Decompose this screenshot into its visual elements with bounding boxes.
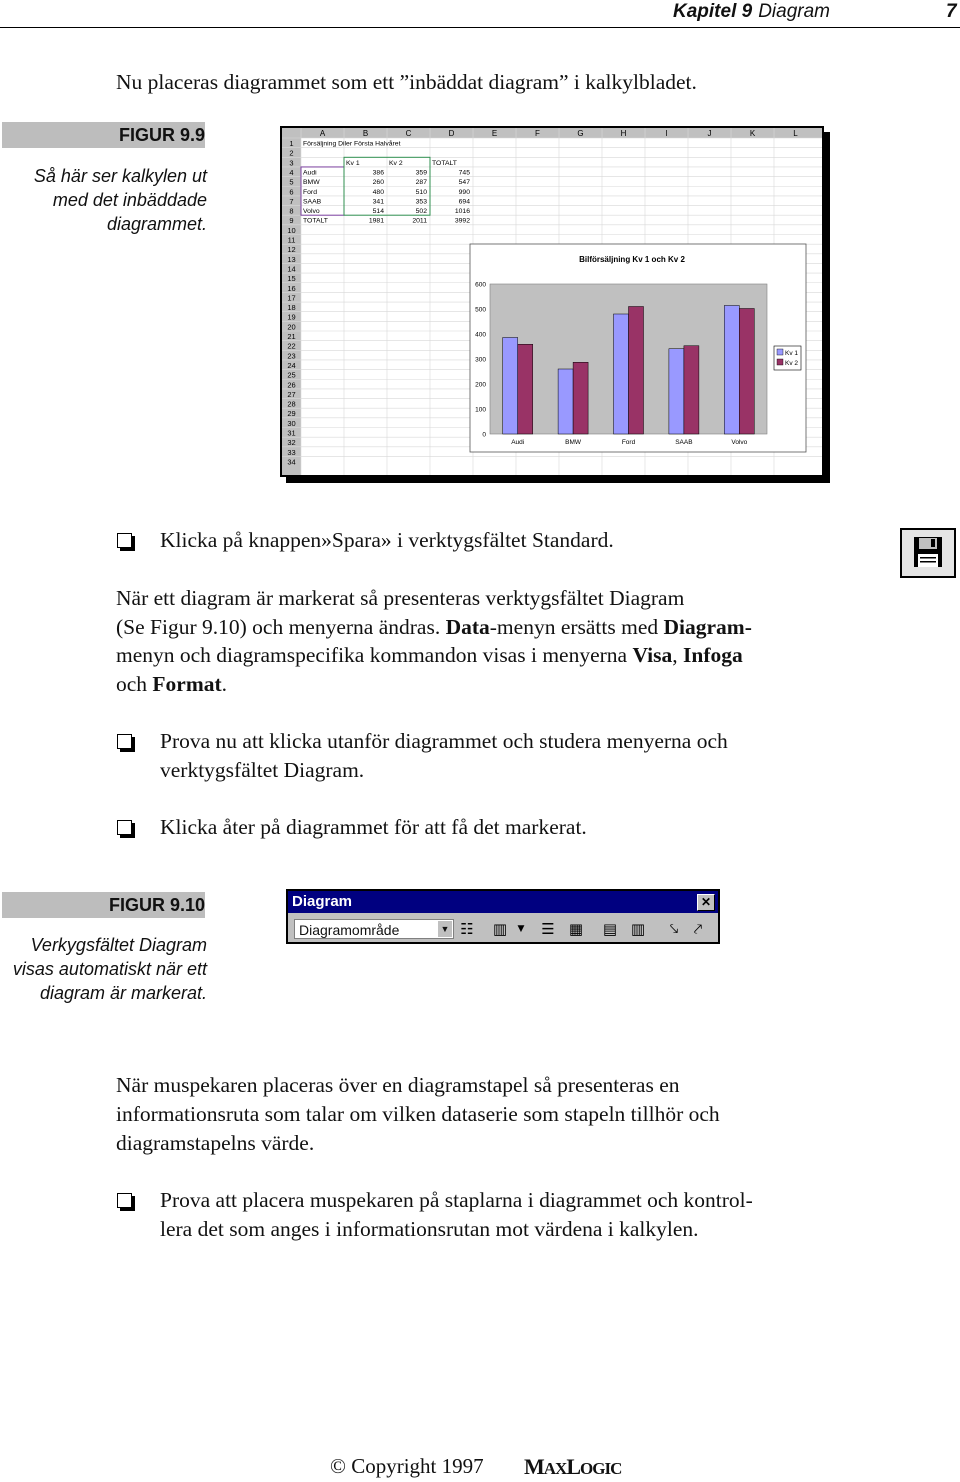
bar-ford-1 xyxy=(614,314,629,434)
column-header: K xyxy=(749,129,756,138)
by-column-icon[interactable]: ▥ xyxy=(630,920,646,938)
bar-ford-2 xyxy=(629,307,644,435)
row-number: 28 xyxy=(287,399,296,409)
paragraph-line: och Format. xyxy=(116,672,228,696)
row-number: 20 xyxy=(287,322,296,332)
table-cell: TOTALT xyxy=(303,217,328,225)
x-tick-label: Volvo xyxy=(731,439,748,446)
table-cell: 990 xyxy=(458,188,470,196)
y-tick-label: 300 xyxy=(475,356,486,364)
y-tick-label: 0 xyxy=(482,431,486,439)
table-cell: 510 xyxy=(415,188,427,196)
row-number: 16 xyxy=(287,283,296,293)
table-cell: 694 xyxy=(458,198,470,206)
row-number: 31 xyxy=(287,428,296,438)
table-cell: 745 xyxy=(458,169,470,177)
table-cell: 341 xyxy=(372,198,384,206)
step-save: Klicka på knappen»Spara» i verktygsfältet Standard. xyxy=(160,528,614,552)
row-number: 29 xyxy=(287,409,296,419)
embedded-chart-spreadsheet xyxy=(280,126,824,477)
row-number: 3 xyxy=(289,158,294,168)
legend-swatch xyxy=(777,359,783,365)
row-number: 33 xyxy=(287,447,296,457)
table-cell: SAAB xyxy=(303,198,322,206)
table-cell: 3992 xyxy=(454,217,470,225)
maxlogic-logo: MAXLOGIC xyxy=(524,1454,622,1479)
legend-swatch xyxy=(777,349,783,355)
paragraph-line: informationsruta som talar om vilken dataserie som stapeln tillhör och xyxy=(116,1102,720,1126)
column-header: C xyxy=(405,129,412,138)
table-cell: 2011 xyxy=(412,217,427,225)
table-cell: 1981 xyxy=(368,217,384,225)
step-click-chart: Klicka åter på diagrammet för att få det markerat. xyxy=(160,815,587,839)
row-number: 2 xyxy=(289,148,294,158)
table-cell: 287 xyxy=(415,179,427,187)
paragraph-line: diagramstapelns värde. xyxy=(116,1131,315,1155)
legend-label: Kv 1 xyxy=(785,350,799,357)
floppy-disk-icon xyxy=(900,528,956,578)
figure-caption: Så här ser kalkylen ut med det inbäddade diagrammet. xyxy=(33,166,207,234)
column-header: L xyxy=(793,129,798,138)
row-number: 10 xyxy=(287,225,296,235)
toolbar-title: Diagram xyxy=(288,891,718,913)
angle-text-down-icon[interactable]: ⤥ xyxy=(669,920,679,938)
table-cell: 386 xyxy=(372,169,384,177)
column-header: E xyxy=(491,129,498,138)
chart-type-icon[interactable]: ▥ xyxy=(492,920,508,938)
column-header: I xyxy=(665,129,668,138)
page-header xyxy=(0,0,960,28)
angle-text-up-icon[interactable]: ⤤ xyxy=(693,920,703,938)
row-number: 1 xyxy=(289,139,294,148)
figure-caption: Verkygsfältet Diagram visas automatiskt när ett diagram är markerat. xyxy=(12,935,207,1003)
bar-volvo-2 xyxy=(739,309,754,435)
x-tick-label: BMW xyxy=(565,439,582,446)
row-number: 25 xyxy=(287,370,296,380)
paragraph-line: menyn och diagramspecifika kommandon visas i menyerna Visa, Infoga xyxy=(116,643,743,667)
row-number: 18 xyxy=(287,303,296,313)
column-header: J xyxy=(707,129,712,138)
checkbox-icon[interactable] xyxy=(117,533,132,548)
intro-paragraph: Nu placeras diagrammet som ett ”inbäddat diagram” i kalkylbladet. xyxy=(116,70,697,94)
row-number: 8 xyxy=(289,206,294,216)
row-number: 14 xyxy=(287,264,296,274)
table-cell: 514 xyxy=(372,208,384,216)
row-number: 13 xyxy=(287,254,296,264)
table-cell: Volvo xyxy=(303,208,320,216)
table-cell: Ford xyxy=(303,188,317,196)
row-number: 6 xyxy=(289,187,294,197)
chevron-down-icon[interactable]: ▼ xyxy=(517,924,525,934)
legend-label: Kv 2 xyxy=(785,360,799,367)
row-number: 23 xyxy=(287,351,296,361)
x-tick-label: SAAB xyxy=(675,439,693,446)
page-number: 7 xyxy=(946,1,957,22)
checkbox-icon[interactable] xyxy=(117,734,132,749)
bar-audi-2 xyxy=(518,344,533,434)
y-tick-label: 500 xyxy=(475,306,486,314)
column-header: B xyxy=(362,129,369,138)
y-tick-label: 600 xyxy=(475,281,486,289)
table-header-cell: TOTALT xyxy=(432,159,457,167)
row-number: 21 xyxy=(287,332,296,341)
row-number: 24 xyxy=(287,360,296,370)
table-cell: 359 xyxy=(415,169,427,177)
chevron-down-icon[interactable]: ▼ xyxy=(438,921,452,937)
paragraph-line: När ett diagram är markerat så presenteras verktygsfältet Diagram xyxy=(116,586,685,610)
column-header: H xyxy=(620,129,627,138)
table-cell: 1016 xyxy=(454,208,470,216)
table-cell: BMW xyxy=(303,179,320,187)
data-table-icon[interactable]: ▦ xyxy=(568,920,584,938)
close-icon[interactable]: ✕ xyxy=(697,894,715,911)
step-click-outside: Prova nu att klicka utanför diagrammet och studera menyerna och verktygsfältet Diagram. xyxy=(160,729,728,782)
bar-audi-1 xyxy=(503,338,518,435)
row-number: 12 xyxy=(287,245,296,255)
bar-bmw-1 xyxy=(558,369,573,434)
table-cell: 353 xyxy=(415,198,427,206)
column-header: G xyxy=(577,129,584,138)
step-hover-bars: Prova att placera muspekaren på staplarna i diagrammet och kontrol- lera det som anges i informationsrutan mot värdena i kalkylen. xyxy=(160,1188,753,1241)
checkbox-icon[interactable] xyxy=(117,820,132,835)
row-number: 17 xyxy=(287,293,296,303)
row-number: 32 xyxy=(287,438,296,448)
row-number: 11 xyxy=(287,235,296,245)
y-tick-label: 200 xyxy=(475,381,486,389)
column-header: F xyxy=(535,129,540,138)
table-header-cell: Kv 2 xyxy=(389,159,403,167)
y-tick-label: 400 xyxy=(475,331,486,339)
chapter-heading: Kapitel 9 Diagram xyxy=(673,1,831,22)
row-number: 5 xyxy=(289,177,294,187)
x-tick-label: Audi xyxy=(511,439,525,446)
chart-toolbar xyxy=(286,889,720,944)
by-row-icon[interactable]: ▤ xyxy=(602,920,618,938)
chart-title: Bilförsäljning Kv 1 och Kv 2 xyxy=(579,255,685,264)
y-tick-label: 100 xyxy=(475,406,486,414)
bar-bmw-2 xyxy=(573,362,588,434)
table-cell: 260 xyxy=(372,179,384,187)
checkbox-icon[interactable] xyxy=(117,1193,132,1208)
bar-saab-2 xyxy=(684,346,699,434)
row-number: 9 xyxy=(289,216,294,226)
chart-objects-dropdown[interactable]: Diagramområde ▼ xyxy=(294,919,454,939)
x-tick-label: Ford xyxy=(621,439,636,446)
figure-label: FIGUR 9.9 xyxy=(2,122,205,148)
row-number: 30 xyxy=(287,418,296,428)
row-number: 4 xyxy=(289,167,294,177)
paragraph-line: När muspekaren placeras över en diagramstapel så presenteras en xyxy=(116,1073,680,1097)
column-header: D xyxy=(448,129,455,138)
table-cell: 480 xyxy=(372,188,384,196)
copyright: © Copyright 1997 xyxy=(330,1454,484,1478)
legend-icon[interactable]: ☰ xyxy=(541,920,555,938)
table-header-cell: Kv 1 xyxy=(346,159,360,167)
bar-volvo-1 xyxy=(724,306,739,435)
row-number: 26 xyxy=(287,380,296,390)
format-icon[interactable]: ☷ xyxy=(460,920,474,938)
table-cell: 547 xyxy=(458,179,470,187)
row-number: 19 xyxy=(287,312,296,322)
row-number: 15 xyxy=(287,274,296,284)
row-number: 7 xyxy=(289,196,294,206)
paragraph-line: (Se Figur 9.10) och menyerna ändras. Data-menyn ersätts med Diagram- xyxy=(116,615,752,639)
spreadsheet-image xyxy=(282,128,822,475)
table-cell: 502 xyxy=(415,208,427,216)
table-cell: Audi xyxy=(303,169,317,177)
row-number: 27 xyxy=(287,389,296,399)
row-number: 22 xyxy=(287,341,296,351)
figure-label: FIGUR 9.10 xyxy=(2,892,205,918)
row-number: 34 xyxy=(287,457,296,467)
column-header: A xyxy=(319,129,326,138)
bar-saab-1 xyxy=(669,349,684,434)
sheet-title-cell: Försäljning Diler Första Halvåret xyxy=(303,140,401,148)
